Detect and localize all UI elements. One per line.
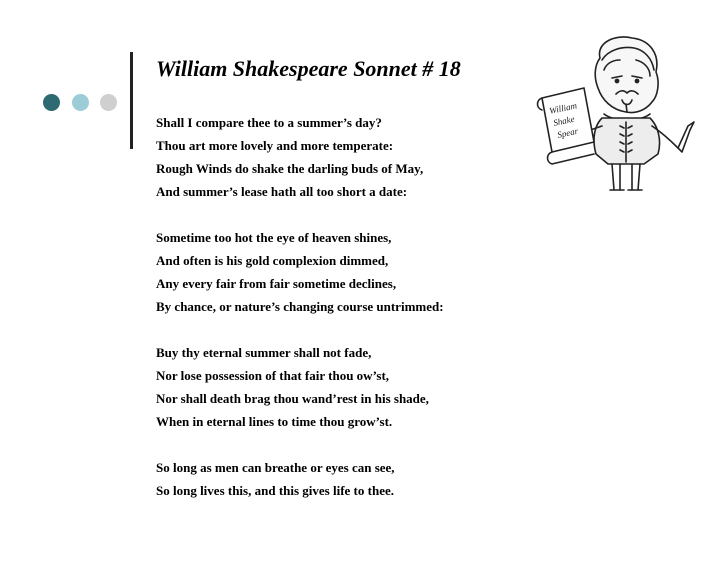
poem-line: So long lives this, and this gives life to thee. [156,483,394,498]
decorative-dot-gray [100,94,117,111]
shakespeare-illustration [532,30,712,195]
stanza-gap [156,435,444,458]
poem-line: And summer’s lease hath all too short a date: [156,184,408,199]
poem-line: By chance, or nature’s changing course untrimmed: [156,299,444,314]
poem-line: Sometime too hot the eye of heaven shines, [156,230,392,245]
poem-line: Thou art more lovely and more temperate: [156,138,394,153]
stanza-gap [156,320,444,343]
poem-line: Any every fair from fair sometime declines, [156,276,397,291]
poem-line: When in eternal lines to time thou grow’st. [156,414,393,429]
poem-line: Shall I compare thee to a summer’s day? [156,115,382,130]
poem-line: Nor lose possession of that fair thou ow’st, [156,368,390,383]
poem-line: Nor shall death brag thou wand’rest in his shade, [156,391,429,406]
scroll-text-line: Shake [552,113,576,128]
poem-line: Rough Winds do shake the darling buds of May, [156,161,424,176]
poem-line: Buy thy eternal summer shall not fade, [156,345,372,360]
poem-line: And often is his gold complexion dimmed, [156,253,389,268]
slide-title: William Shakespeare Sonnet # 18 [156,56,461,81]
decorative-vertical-line [130,52,133,149]
scroll-text-line: Spear [556,125,579,140]
poem-line: So long as men can breathe or eyes can see, [156,460,395,475]
decorative-dot-light [72,94,89,111]
stanza-gap [156,205,444,228]
poem-body [156,113,444,504]
decorative-dot-dark [43,94,60,111]
scroll-text-line: William [548,100,578,116]
